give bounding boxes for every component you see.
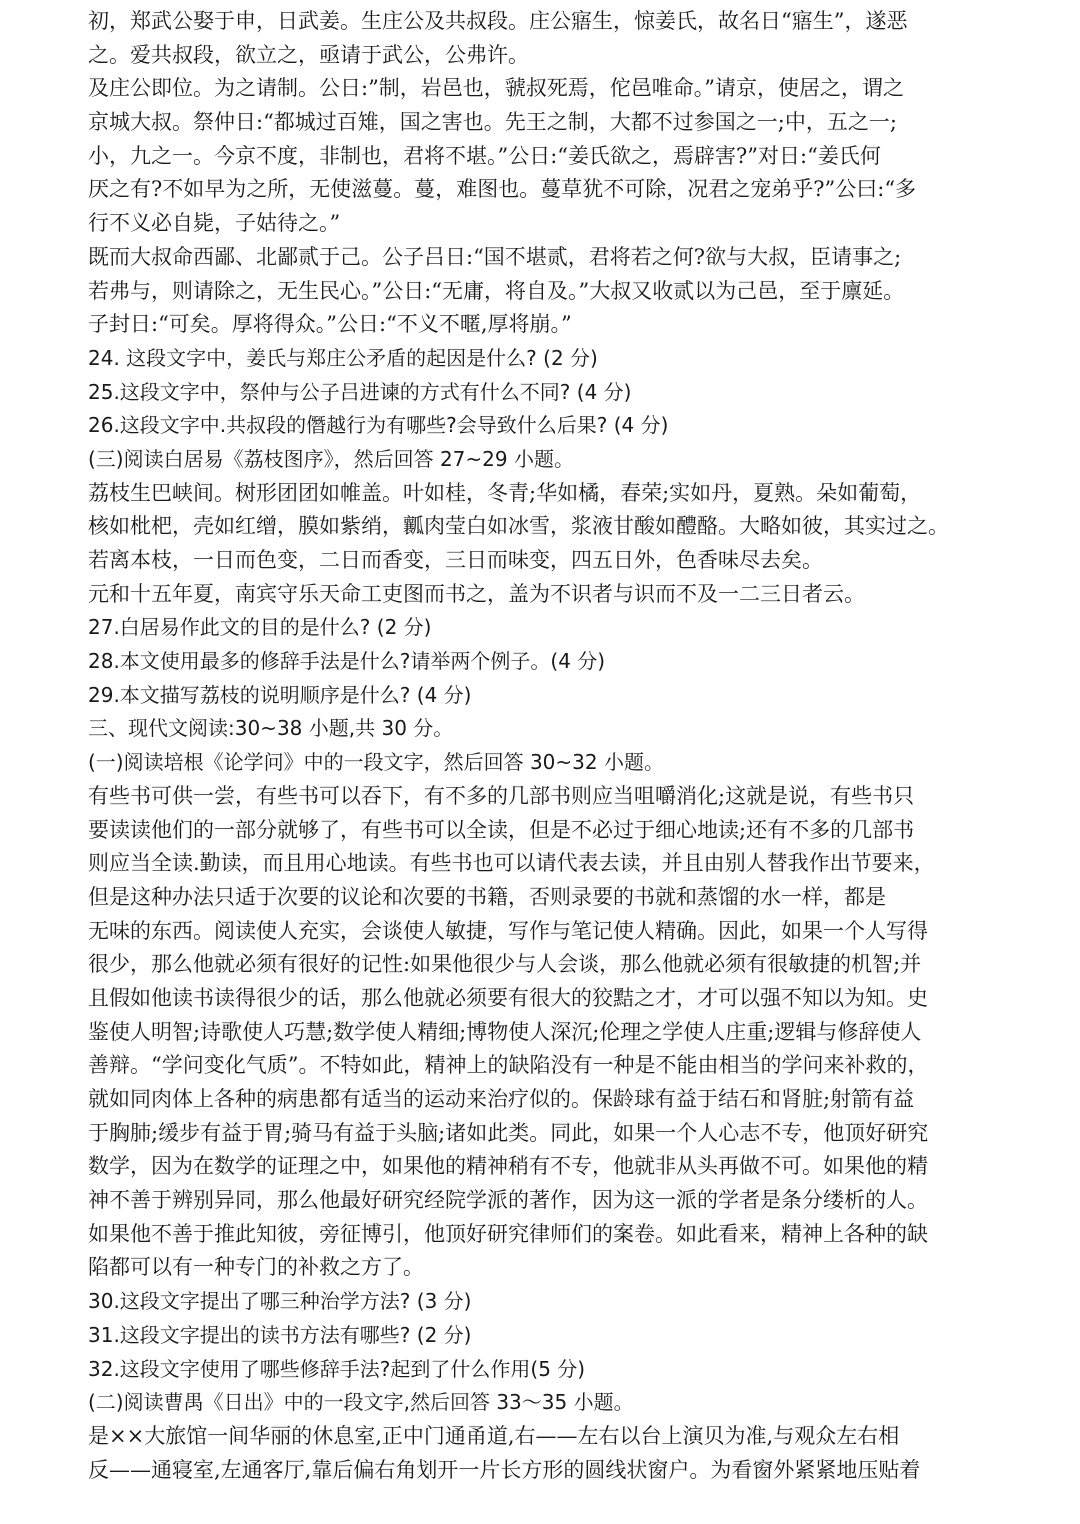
passage-text-line: 若离本枝，一日而色变，二日而香变，三日而味变，四五日外，色香味尽去矣。: [88, 548, 823, 572]
section-heading-line: (二)阅读曹禺《日出》中的一段文字,然后回答 33～35 小题。: [88, 1390, 634, 1415]
passage-text-line: 就如同肉体上各种的病患都有适当的运动来治疗似的。保龄球有益于结石和肾脏;射箭有益: [88, 1087, 915, 1111]
passage-text-line: 初，郑武公娶于申，日武姜。生庄公及共叔段。庄公寤生，惊姜氏，故名日“寤生”，遂恶: [88, 9, 908, 33]
passage-text-line: 无味的东西。阅读使人充实，会谈使人敏捷，写作与笔记使人精确。因此，如果一个人写得: [88, 918, 928, 943]
question-line: 24. 这段文字中，姜氏与郑庄公矛盾的起因是什么? (2 分): [88, 345, 598, 370]
passage-text-line: 则应当全读.勤读，而且用心地读。有些书也可以请代表去读，并且由别人替我作出节要来，: [88, 851, 935, 876]
passage-text-line: 是××大旅馆一间华丽的休息室,正中门通甬道,右——左右以台上演贝为准,与观众左右相: [88, 1423, 900, 1448]
passage-text-line: 陷都可以有一种专门的补救之方了。: [88, 1255, 424, 1280]
question-line: 26.这段文字中.共叔段的僭越行为有哪些?会导致什么后果? (4 分): [88, 413, 669, 438]
passage-text-line: 及庄公即位。为之请制。公日:”制，岩邑也，虢叔死焉，佗邑唯命。”请京，使居之，谓之: [88, 76, 905, 101]
passage-text-line: 要读读他们的一部分就够了，有些书可以全读，但是不必过于细心地读;还有不多的几部书: [88, 817, 915, 842]
passage-text-line: 于胸肺;缓步有益于胃;骑马有益于头脑;诸如此类。同此，如果一个人心志不专，他顶好研究: [88, 1120, 929, 1145]
passage-text-line: 如果他不善于推此知彼，旁征博引，他顶好研究律师们的案卷。如此看来，精神上各种的缺: [88, 1221, 928, 1246]
passage-text-line: 神不善于辨别异同，那么他最好研究经院学派的著作，因为这一派的学者是条分缕析的人。: [88, 1188, 928, 1213]
passage-text-line: 荔枝生巴峡间。树形团团如帷盖。叶如桂，冬青;华如橘，春荣;实如丹，夏熟。朵如葡萄，: [88, 480, 922, 505]
question-line: 29.本文描写荔枝的说明顺序是什么? (4 分): [88, 682, 472, 707]
passage-text-line: 且假如他读书读得很少的话，那么他就必须要有很大的狡黠之才，才可以强不知以为知。史: [88, 985, 928, 1010]
passage-text-line: 子封日:“可矣。厚将得众。”公日:“不义不暱,厚将崩。”: [88, 312, 572, 337]
passage-text-line: 行不义必自毙，子姑待之。”: [88, 211, 341, 236]
question-line: 31.这段文字提出的读书方法有哪些? (2 分): [88, 1322, 472, 1347]
passage-text-line: 既而大叔命西鄙、北鄙贰于己。公子吕日:“国不堪贰，君将若之何?欲与大叔，臣请事之;: [88, 244, 902, 269]
question-line: 28.本文使用最多的修辞手法是什么?请举两个例子。(4 分): [88, 649, 606, 674]
section-heading-line: 三、现代文阅读:30~38 小题,共 30 分。: [88, 716, 454, 741]
question-line: 30.这段文字提出了哪三种治学方法? (3 分): [88, 1289, 472, 1314]
passage-text-line: 元和十五年夏，南宾守乐天命工吏图而书之，盖为不识者与识而不及一二三日者云。: [88, 581, 865, 606]
passage-text-line: 小，九之一。今京不度，非制也，君将不堪。”公日:“姜氏欲之，焉辟害?”对日:“姜氏何: [88, 143, 881, 168]
passage-text-line: 京城大叔。祭仲日:“都城过百雉，国之害也。先王之制，大都不过参国之一;中，五之一;: [88, 110, 897, 135]
passage-text-line: 很少，那么他就必须有很好的记性:如果他很少与人会谈，那么他就必须有很敏捷的机智;并: [88, 952, 922, 977]
passage-text-line: 但是这种办法只适于次要的议论和次要的书籍，否则录要的书就和蒸馏的水一样，都是: [88, 884, 886, 909]
document-body: [88, 5, 993, 1487]
passage-text-line: 有些书可供一尝，有些书可以吞下，有不多的几部书则应当咀嚼消化;这就是说，有些书只: [88, 783, 915, 808]
section-heading-line: (三)阅读白居易《荔枝图序》，然后回答 27~29 小题。: [88, 446, 574, 471]
passage-text-line: 反——通寝室,左通客厅,靠后偏右角划开一片长方形的圆线状窗户。为看窗外紧紧地压贴着: [88, 1457, 921, 1482]
passage-text-line: 若弗与，则请除之，无生民心。”公日:“无庸，将自及。”大叔又收贰以为己邑，至于廪延。: [88, 278, 905, 303]
question-line: 32.这段文字使用了哪些修辞手法?起到了什么作用(5 分): [88, 1356, 586, 1381]
passage-text-line: 数学，因为在数学的证理之中，如果他的精神稍有不专，他就非从头再做不可。如果他的精: [88, 1154, 928, 1179]
question-line: 27.白居易作此文的目的是什么? (2 分): [88, 615, 432, 640]
passage-text-line: 核如枇杷，壳如红缯，膜如紫绡，瓤肉莹白如冰雪，浆液甘酸如醴酪。大略如彼，其实过之。: [88, 514, 949, 539]
passage-text-line: 鉴使人明智;诗歌使人巧慧;数学使人精细;博物使人深沉;伦理之学使人庄重;逻辑与修辞使人: [88, 1019, 922, 1044]
passage-text-line: 厌之有?不如早为之所，无使滋蔓。蔓，难图也。蔓草犹不可除，况君之宠弟乎?”公曰:“多: [88, 177, 917, 202]
passage-text-line: 之。爱共叔段，欲立之，亟请于武公，公弗许。: [88, 42, 529, 67]
section-heading-line: (一)阅读培根《论学问》中的一段文字，然后回答 30~32 小题。: [88, 750, 664, 775]
passage-text-line: 善辩。“学问变化气质”。不特如此，精神上的缺陷没有一种是不能由相当的学问来补救的，: [88, 1053, 929, 1078]
question-line: 25.这段文字中，祭仲与公子吕进谏的方式有什么不同? (4 分): [88, 379, 632, 404]
